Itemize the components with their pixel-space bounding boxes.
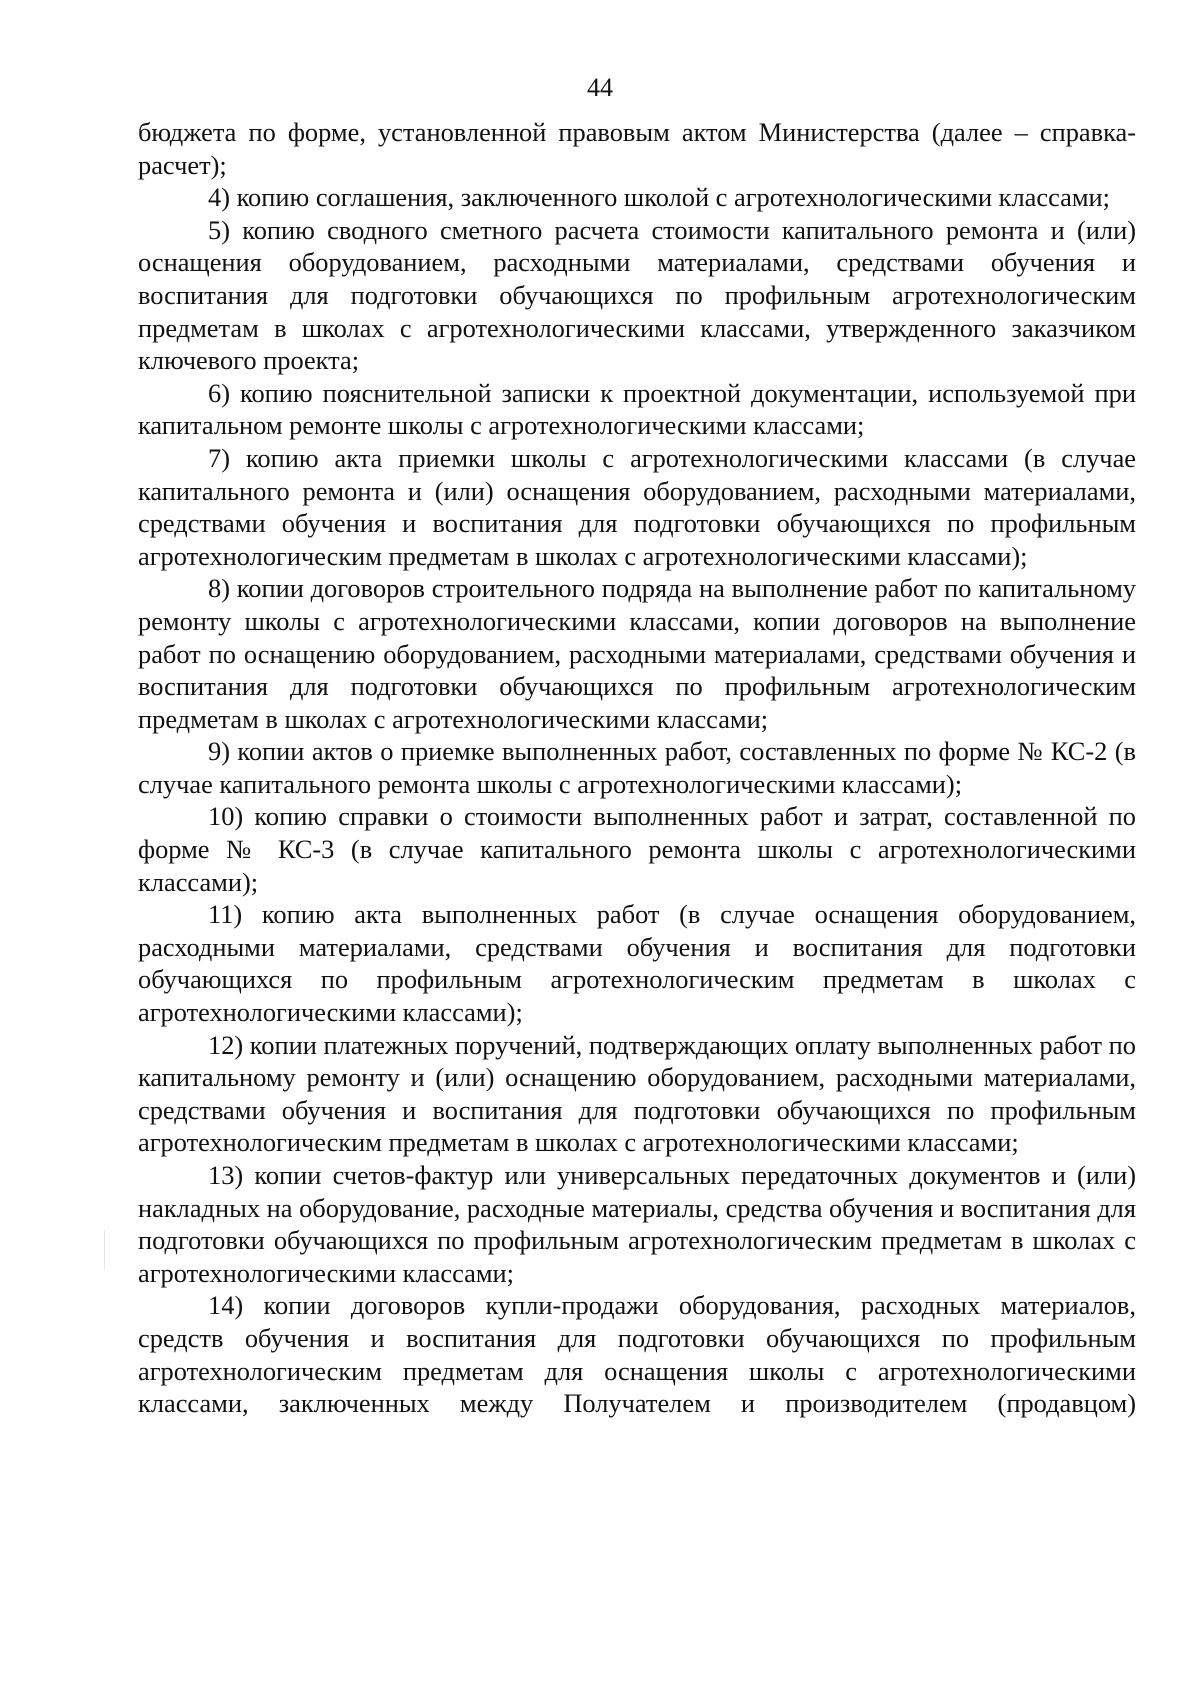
paragraph-item-10: 10) копию справки о стоимости выполненных работ и затрат, составленной по форме № КС-3 (в случае капитального ремонта школы с агротехнологическими классами); xyxy=(138,801,1136,897)
document-body xyxy=(138,116,1136,1420)
paragraph-item-7: 7) копию акта приемки школы с агротехнологическими классами (в случае капитального ремонта и (или) оснащения оборудованием, расходными материалами, средствами обучения и воспитания для подготовки обучающихся по профильным агротехнологическим предметам в школах с агротехнологическими классами); xyxy=(138,442,1136,571)
paragraph-item-9: 9) копии актов о приемке выполненных работ, составленных по форме № КС-2 (в случае капитального ремонта школы с агротехнологическими классами); xyxy=(138,736,1136,799)
paragraph-item-5: 5) копию сводного сметного расчета стоимости капитального ремонта и (или) оснащения оборудованием, расходными материалами, средствами обучения и воспитания для подготовки обучающихся по профильным агротехнологическим предметам в школах с агротехнологическими классами, утвержденного заказчиком ключевого проекта; xyxy=(138,214,1136,376)
page-number: 44 xyxy=(587,73,613,102)
paragraph-item-14: 14) копии договоров купли-продажи оборудования, расходных материалов, средств обучения и воспитания для подготовки обучающихся по профильным агротехнологическим предметам для оснащения школы с агротехнологическими классами, заключенных между Получателем и производителем (продавцом) xyxy=(138,1290,1136,1419)
paragraph-item-8: 8) копии договоров строительного подряда на выполнение работ по капитальному ремонту школы с агротехнологическими классами, копии договоров на выполнение работ по оснащению оборудованием, расходными материалами, средствами обучения и воспитания для подготовки обучающихся по профильным агротехнологическим предметам в школах с агротехнологическими классами; xyxy=(138,573,1136,734)
paragraph-item-11: 11) копию акта выполненных работ (в случае оснащения оборудованием, расходными материалами, средствами обучения и воспитания для подготовки обучающихся по профильным агротехнологическим предметам в школах с агротехнологическими классами); xyxy=(138,899,1136,1028)
paragraph-item-4: 4) копию соглашения, заключенного школой с агротехнологическими классами; xyxy=(208,182,1110,213)
scan-margin-mark xyxy=(104,1230,105,1270)
paragraph-item-12: 12) копии платежных поручений, подтверждающих оплату выполненных работ по капитальному ремонту и (или) оснащению оборудованием, расходными материалами, средствами обучения и воспитания для подготовки обучающихся по профильным агротехнологическим предметам в школах с агротехнологическими классами; xyxy=(138,1029,1136,1158)
paragraph-item-13: 13) копии счетов-фактур или универсальных передаточных документов и (или) накладных на оборудование, расходные материалы, средства обучения и воспитания для подготовки обучающихся по профильным агротехнологическим предметам в школах с агротехнологическими классами; xyxy=(138,1160,1136,1288)
paragraph-item-6: 6) копию пояснительной записки к проектной документации, используемой при капитальном ремонте школы с агротехнологическими классами; xyxy=(138,377,1136,441)
paragraph-continuation: бюджета по форме, установленной правовым актом Министерства (далее – справка-расчет); xyxy=(138,117,1136,180)
